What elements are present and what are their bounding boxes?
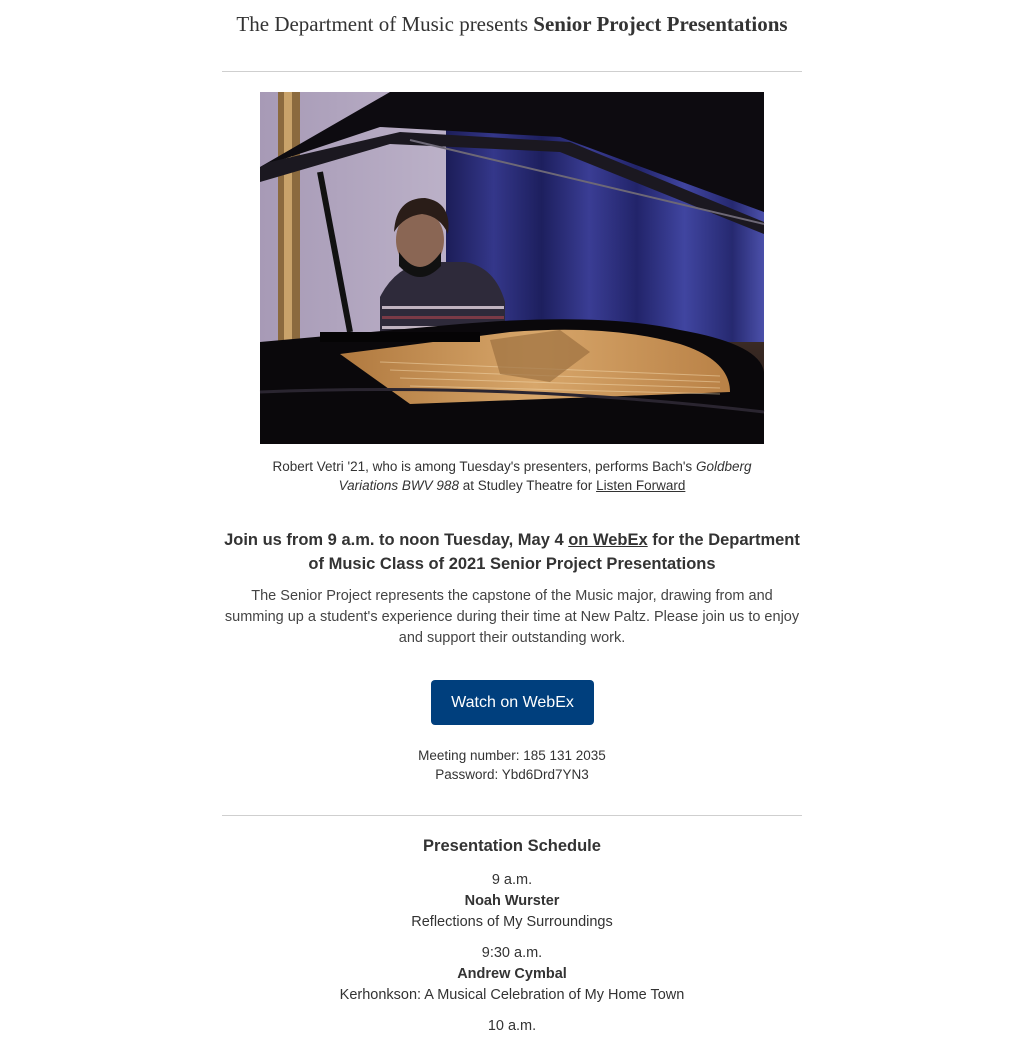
schedule-title: Presentation Schedule bbox=[423, 837, 601, 855]
meeting-number: Meeting number: 185 131 2035 bbox=[418, 748, 606, 763]
page-title bbox=[0, 12, 1024, 37]
schedule-slot bbox=[222, 870, 802, 933]
title-prefix: The Department of Music presents bbox=[236, 12, 529, 36]
slot-project: Kerhonkson: A Musical Celebration of My Home Town bbox=[339, 987, 685, 1003]
photo-caption bbox=[262, 457, 762, 495]
slot-time: 9:30 a.m. bbox=[481, 945, 543, 961]
presentation-schedule bbox=[222, 870, 802, 1047]
caption-text-middle: at Studley Theatre for bbox=[462, 478, 593, 493]
pianist-photo bbox=[260, 92, 764, 444]
watch-on-webex-button[interactable]: Watch on WebEx bbox=[431, 680, 594, 725]
slot-presenter: Noah Wurster bbox=[464, 893, 560, 909]
caption-work-title: Goldberg Variations BWV 988 bbox=[338, 459, 752, 493]
caption-text: Robert Vetri '21, who is among Tuesday's presenters, performs Bach's bbox=[272, 459, 693, 474]
slot-time: 10 a.m. bbox=[487, 1018, 537, 1034]
description-text: The Senior Project represents the capstone of the Music major, drawing from and summing up a student's experience during their time at New Paltz. Please join us to enjoy and support their outstanding work. bbox=[224, 588, 800, 646]
meeting-info bbox=[222, 746, 802, 784]
slot-time: 9 a.m. bbox=[491, 872, 533, 888]
join-text-before: Join us from 9 a.m. to noon Tuesday, May 4 bbox=[224, 531, 564, 549]
meeting-password: Password: Ybd6Drd7YN3 bbox=[435, 767, 589, 782]
webex-link[interactable]: on WebEx bbox=[568, 531, 648, 549]
slot-presenter: Andrew Cymbal bbox=[457, 966, 567, 982]
schedule-slot bbox=[222, 1016, 802, 1037]
divider bbox=[222, 815, 802, 816]
listen-forward-link[interactable]: Listen Forward bbox=[596, 478, 686, 493]
join-heading bbox=[222, 528, 802, 576]
divider bbox=[222, 71, 802, 72]
pianist-illustration bbox=[260, 92, 764, 444]
slot-project: Reflections of My Surroundings bbox=[411, 914, 613, 930]
title-main: Senior Project Presentations bbox=[533, 12, 788, 36]
join-text-after: for the Department of Music Class of 2021 Senior Project Presentations bbox=[308, 531, 800, 573]
schedule-slot bbox=[222, 943, 802, 1006]
